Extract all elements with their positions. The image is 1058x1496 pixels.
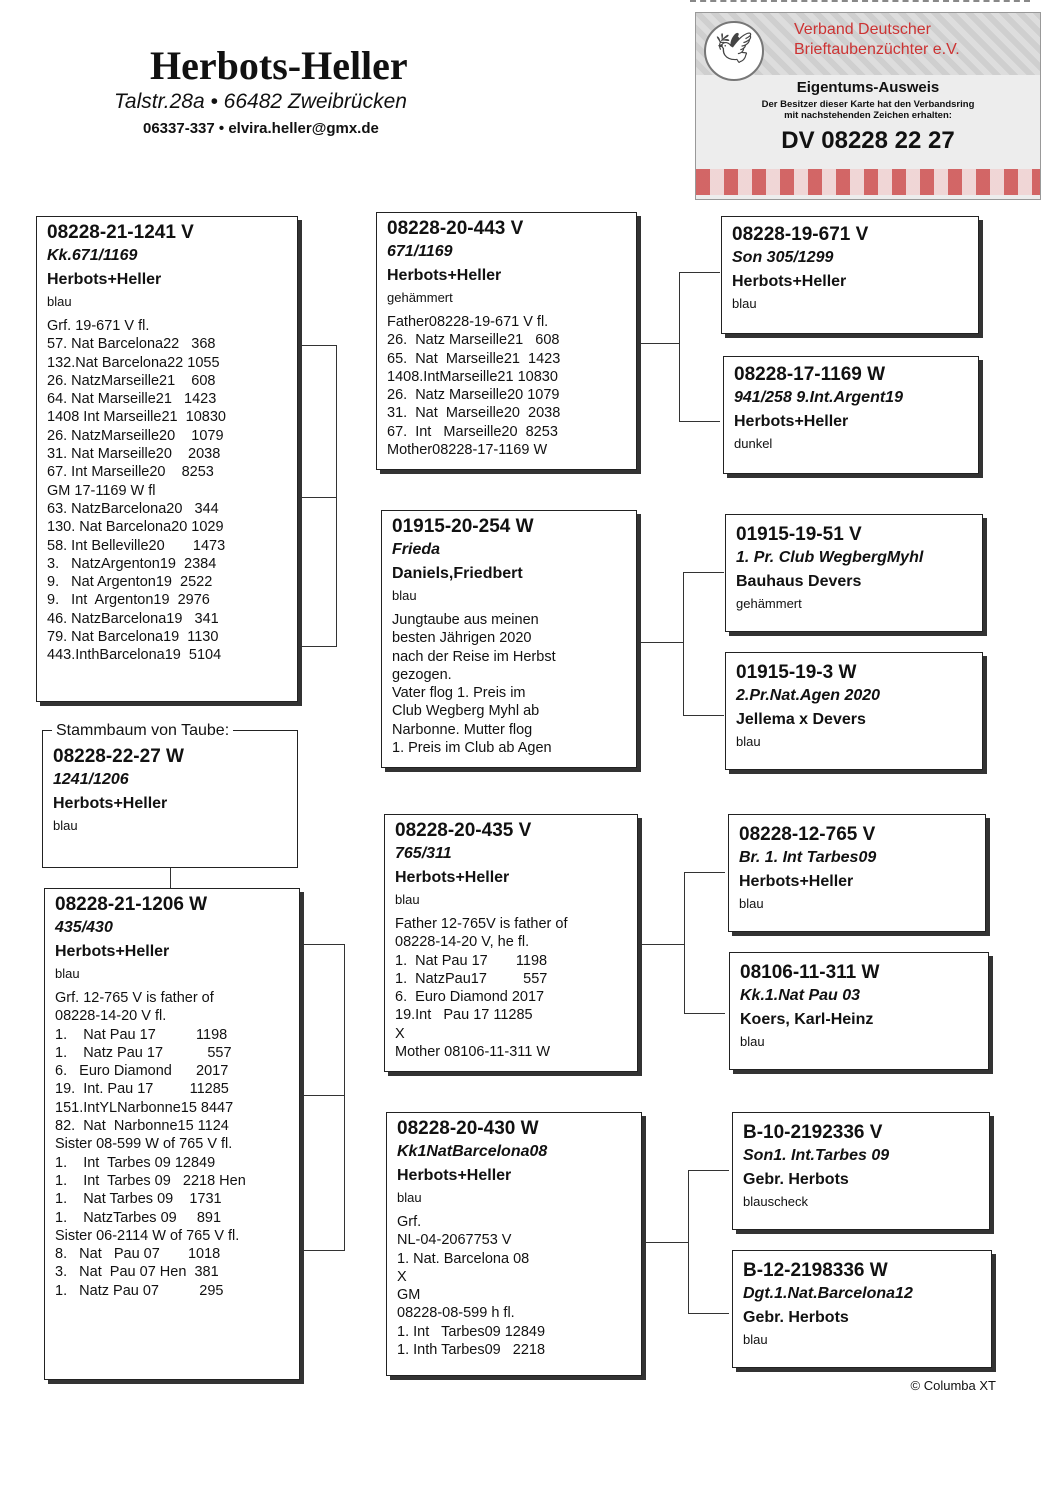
owner: Daniels,Friedbert — [392, 565, 523, 582]
achievement-line: 26. NatzMarseille20 1079 — [47, 427, 224, 444]
achievement-line: 1. Natz Pau 07 295 — [55, 1282, 224, 1299]
pedigree-line2: 2.Pr.Nat.Agen 2020 — [736, 687, 881, 704]
ring-number: 08228-20-435 V — [395, 820, 532, 841]
achievement-line: Jungtaube aus meinen — [392, 612, 539, 628]
dove-logo-icon: 🕊 — [704, 21, 764, 81]
pedigree-box-subject — [42, 730, 298, 868]
pedigree-box-grandsire-dam — [384, 814, 638, 1072]
achievement-line: 6. Euro Diamond 2017 — [55, 1063, 229, 1080]
achievement-line: Narbonne. Mutter flog — [392, 721, 533, 738]
pedigree-line2: Br. 1. Int Tarbes09 — [739, 849, 877, 866]
pedigree-box-ggen-7 — [732, 1112, 990, 1230]
achievement-line: 63. NatzBarcelona20 344 — [47, 500, 219, 517]
achievement-line: 1408.IntMarseille21 10830 — [387, 368, 558, 385]
owner: Herbots+Heller — [395, 869, 510, 886]
pedigree-line2: 671/1169 — [387, 243, 453, 260]
footer-credit: © Columba XT — [910, 1378, 996, 1393]
achievement-line: Father08228-19-671 V fl. — [387, 314, 549, 330]
pedigree-line2: Dgt.1.Nat.Barcelona12 — [743, 1285, 913, 1302]
achievement-line: 9. Int Argenton19 2976 — [47, 592, 210, 609]
achievement-line: Sister 06-2114 W of 765 V fl. — [55, 1227, 240, 1244]
pedigree-line2: Kk.671/1169 — [47, 247, 138, 264]
achievement-line: 3. Nat Pau 07 Hen 381 — [55, 1264, 219, 1281]
achievement-line: 31. Nat Marseille20 2038 — [387, 405, 561, 422]
pedigree-box-ggen-4 — [725, 652, 983, 770]
card-text-line1: Der Besitzer dieser Karte hat den Verbandsring — [761, 99, 975, 110]
achievement-line: 67. Int Marseille20 8253 — [47, 464, 214, 481]
bird-color: blau — [732, 296, 757, 311]
achievement-line: Mother08228-17-1169 W — [387, 442, 548, 459]
owner: Jellema x Devers — [736, 711, 866, 728]
connector-g1-fork — [679, 272, 720, 422]
card-text-line2: mit nachstehenden Zeichen erhalten: — [784, 110, 952, 121]
achievement-line: 57. Nat Barcelona22 368 — [47, 336, 216, 353]
bird-color: gehämmert — [736, 596, 802, 611]
pedigree-line2: Frieda — [392, 541, 441, 558]
card-org-line2: Brieftaubenzüchter e.V. — [794, 41, 960, 58]
pedigree-box-sire — [36, 216, 298, 702]
achievement-line: 58. Int Belleville20 1473 — [47, 537, 226, 554]
bird-color: blauscheck — [743, 1194, 809, 1209]
achievement-line: 08228-08-599 h fl. — [397, 1305, 515, 1322]
achievement-line: NL-04-2067753 V — [397, 1232, 512, 1249]
achievement-line: Grf. — [397, 1214, 422, 1230]
pedigree-box-granddam-sire — [381, 510, 637, 768]
achievement-line: 151.IntYLNarbonne15 8447 — [55, 1099, 234, 1116]
achievement-line: 1. Nat Pau 17 1198 — [55, 1026, 228, 1043]
ring-number: 01915-19-51 V — [736, 524, 862, 545]
achievement-line: 9. Nat Argenton19 2522 — [47, 574, 213, 591]
achievement-line: 82. Nat Narbonne15 1124 — [55, 1118, 229, 1135]
achievement-line: 65. Nat Marseille21 1423 — [387, 350, 561, 367]
achievement-line: 08228-14-20 V fl. — [55, 1008, 167, 1025]
pedigree-line2: 1. Pr. Club WegbergMyhl — [736, 549, 924, 566]
achievement-line: 19. Int. Pau 17 11285 — [55, 1081, 229, 1098]
achievement-line: 26. Natz Marseille21 608 — [387, 332, 560, 349]
ring-number: 08228-21-1206 W — [55, 894, 208, 915]
achievement-line: 1. NatzTarbes 09 891 — [55, 1209, 222, 1226]
achievement-line: 26. Natz Marseille20 1079 — [387, 387, 560, 404]
ring-number: 08228-17-1169 W — [734, 364, 886, 385]
achievement-line: X — [397, 1268, 407, 1285]
owner: Herbots+Heller — [734, 413, 849, 430]
achievement-line: X — [395, 1025, 405, 1042]
achievement-line: 1. Nat. Barcelona 08 — [397, 1250, 530, 1267]
card-title: Eigentums-Ausweis — [796, 79, 940, 96]
achievement-line: 443.InthBarcelona19 5104 — [47, 647, 222, 664]
owner: Herbots+Heller — [397, 1167, 512, 1184]
pedigree-box-ggen-8 — [732, 1250, 992, 1368]
bird-color: blau — [740, 1034, 765, 1049]
breeder-name: Herbots-Heller — [150, 43, 408, 88]
achievement-line: 6. Euro Diamond 2017 — [395, 989, 545, 1006]
ring-number: 08228-20-443 V — [387, 218, 524, 239]
achievement-line: 79. Nat Barcelona19 1130 — [47, 629, 219, 646]
achievement-line: Mother 08106-11-311 W — [395, 1044, 551, 1061]
ring-number: B-12-2198336 W — [743, 1260, 888, 1281]
achievement-line: 1. Nat Tarbes 09 1731 — [55, 1191, 222, 1208]
achievement-line: 1. Inth Tarbes09 2218 — [397, 1342, 546, 1359]
achievement-line: Grf. 19-671 V fl. — [47, 318, 150, 334]
ring-number: B-10-2192336 V — [743, 1122, 883, 1143]
connector-g2-fork — [683, 572, 724, 716]
card-ring-number: DV 08228 22 27 — [781, 127, 955, 154]
achievement-line: 132.Nat Barcelona22 1055 — [47, 354, 220, 371]
achievement-line: Grf. 12-765 V is father of — [55, 990, 214, 1006]
achievement-line: Sister 08-599 W of 765 V fl. — [55, 1136, 233, 1153]
achievement-line: Club Wegberg Myhl ab — [392, 703, 540, 720]
card-org-line1: Verband Deutscher — [794, 21, 931, 38]
achievement-line: 26. NatzMarseille21 608 — [47, 372, 216, 389]
ring-number: 01915-20-254 W — [392, 516, 534, 537]
achievement-line: 1. NatzPau17 557 — [395, 970, 548, 987]
pedigree-line2: Son 305/1299 — [732, 249, 834, 266]
bird-color: blau — [53, 818, 78, 833]
achievement-line: 64. Nat Marseille21 1423 — [47, 391, 217, 408]
connector-g4 — [642, 1242, 688, 1243]
pedigree-box-granddam-dam — [386, 1112, 642, 1376]
pedigree-box-dam — [44, 888, 300, 1380]
ring-number: 08228-21-1241 V — [47, 222, 194, 243]
bird-color: blau — [392, 588, 417, 603]
ring-number: 08228-20-430 W — [397, 1118, 539, 1139]
achievement-line: besten Jährigen 2020 — [392, 630, 532, 647]
ring-number: 01915-19-3 W — [736, 662, 857, 683]
owner: Herbots+Heller — [55, 943, 170, 960]
pedigree-of-label: Stammbaum von Taube: — [52, 722, 233, 740]
owner: Herbots+Heller — [732, 273, 847, 290]
achievement-line: Vater flog 1. Preis im — [392, 685, 526, 702]
bird-color: blau — [397, 1190, 422, 1205]
pedigree-line2: 765/311 — [395, 845, 452, 862]
bird-color: gehämmert — [387, 290, 453, 305]
achievement-line: GM — [397, 1287, 421, 1304]
connector-g1 — [637, 343, 679, 344]
pedigree-box-ggen-2 — [723, 356, 979, 474]
ownership-card — [695, 12, 1041, 200]
connector-sire-stub — [298, 497, 336, 498]
achievement-line: 1. Preis im Club ab Agen — [392, 740, 552, 757]
bird-color: blau — [743, 1332, 768, 1347]
owner: Gebr. Herbots — [743, 1309, 849, 1326]
achievement-line: 31. Nat Marseille20 2038 — [47, 446, 221, 463]
bird-color: blau — [47, 294, 72, 309]
connector-g4-fork — [688, 1170, 729, 1314]
connector-g3 — [638, 944, 684, 945]
pedigree-line2: Son1. Int.Tarbes 09 — [743, 1147, 890, 1164]
achievement-line: 3. NatzArgenton19 2384 — [47, 555, 217, 572]
pedigree-box-ggen-5 — [728, 814, 986, 932]
achievement-line: 1. Natz Pau 17 557 — [55, 1044, 232, 1061]
achievement-line: 1408 Int Marseille21 10830 — [47, 409, 226, 426]
connector-g3-fork — [684, 872, 725, 1014]
bird-color: blau — [736, 734, 761, 749]
pedigree-line2: 435/430 — [55, 919, 113, 936]
achievement-line: 19.Int Pau 17 11285 — [395, 1007, 533, 1024]
achievement-line: 67. Int Marseille20 8253 — [387, 423, 558, 440]
ring-number: 08228-22-27 W — [53, 746, 184, 767]
achievement-line: gezogen. — [392, 666, 452, 683]
pedigree-box-ggen-3 — [725, 514, 983, 632]
bird-color: blau — [739, 896, 764, 911]
achievement-line: 1. Int Tarbes 09 12849 — [55, 1154, 216, 1171]
achievement-line: 8. Nat Pau 07 1018 — [55, 1246, 221, 1263]
achievement-line: Father 12-765V is father of — [395, 916, 568, 932]
owner: Herbots+Heller — [387, 267, 502, 284]
achievement-line: GM 17-1169 W fl — [47, 482, 156, 499]
connector-dam-stub — [300, 1095, 344, 1096]
owner: Herbots+Heller — [47, 271, 162, 288]
pedigree-line2: 941/258 9.Int.Argent19 — [734, 389, 903, 406]
achievement-line: 1. Nat Pau 17 1198 — [395, 952, 548, 969]
bird-color: dunkel — [734, 436, 773, 451]
pedigree-box-ggen-6 — [729, 952, 989, 1070]
breeder-contact: 06337-337 • elvira.heller@gmx.de — [143, 120, 379, 137]
breeder-address: Talstr.28a • 66482 Zweibrücken — [114, 90, 407, 113]
pedigree-box-grandsire-sire — [376, 212, 637, 470]
ring-number: 08228-12-765 V — [739, 824, 876, 845]
pedigree-line2: Kk1NatBarcelona08 — [397, 1143, 548, 1160]
owner: Koers, Karl-Heinz — [740, 1011, 874, 1028]
connector-sire — [298, 345, 337, 647]
achievement-line: 46. NatzBarcelona19 341 — [47, 610, 219, 627]
owner: Herbots+Heller — [739, 873, 854, 890]
card-band-pattern — [696, 169, 1040, 195]
connector-subject — [170, 868, 171, 888]
top-dash-line — [690, 0, 1030, 2]
pedigree-line2: Kk.1.Nat Pau 03 — [740, 987, 861, 1004]
achievement-line: 08228-14-20 V, he fl. — [395, 934, 530, 951]
pedigree-line2: 1241/1206 — [53, 771, 129, 788]
pedigree-box-ggen-1 — [721, 216, 979, 334]
connector-dam — [300, 944, 345, 1251]
owner: Herbots+Heller — [53, 795, 168, 812]
achievement-line: nach der Reise im Herbst — [392, 648, 556, 665]
ring-number: 08228-19-671 V — [732, 224, 869, 245]
achievement-line: 1. Int Tarbes09 12849 — [397, 1323, 546, 1340]
owner: Gebr. Herbots — [743, 1171, 849, 1188]
ring-number: 08106-11-311 W — [740, 962, 880, 983]
achievement-line: 130. Nat Barcelona20 1029 — [47, 519, 224, 536]
bird-color: blau — [55, 966, 80, 981]
bird-color: blau — [395, 892, 420, 907]
achievement-line: 1. Int Tarbes 09 2218 Hen — [55, 1172, 246, 1189]
owner: Bauhaus Devers — [736, 573, 862, 590]
connector-g2 — [637, 642, 683, 643]
